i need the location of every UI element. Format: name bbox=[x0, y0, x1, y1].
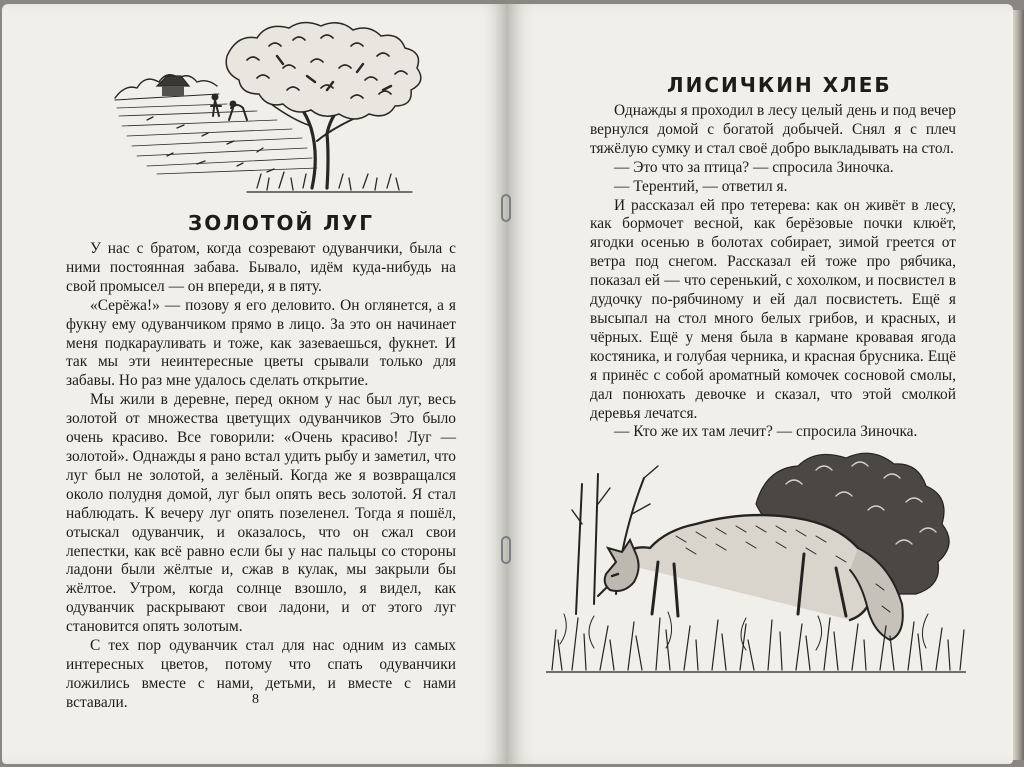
page-number: 8 bbox=[252, 692, 259, 707]
story-text bbox=[66, 240, 456, 713]
staple-top bbox=[501, 194, 511, 222]
paragraph: — Это что за птица? — спросила Зиночка. bbox=[614, 158, 894, 176]
paragraph: Мы жили в деревне, перед окном у нас был луг, весь золотой от множества цветущих одуванчиков Это было очень красиво. Все говорили: «Очень красиво! Луг — золотой». Однажды я рано встал удить рыбу и заметил, что луг был не золотой, а зелёный. Когда же я возвращался около полудня домой, луг был опять весь золотой. Я стал наблюдать. К вечеру луг опять позеленел. Тогда я пошёл, отыскал одуванчик, и оказалось, что он сжал свои лепестки, как всё равно если бы у нас пальцы со стороны ладони были жёлтые и, сжав в кулак, мы закрыли бы жёлтое. Утром, когда солнце взошло, я видел, как одуванчик раскрывают свои ладони, и от этого луг становится опять золотым. bbox=[66, 391, 456, 636]
page-title: ЛИСИЧКИН ХЛЕБ bbox=[667, 73, 892, 97]
fox-in-grass-illustration bbox=[546, 444, 966, 676]
paragraph: И рассказал ей про тетерева: как он живёт в лесу, как бормочет весной, как берёзовые почки клюёт, ягодки осенью в болотах собирает, зимой греется от ветра под снегом. Рассказал ей тоже про рябчика, показал ей — что серенький, с хохолком, и посвистел в дудочку по-рябчиному и ей дал посвистеть. Ещё я высыпал на стол много белых грибов, и красных, и чёрных. Ещё у меня была в кармане кровавая ягода костяника, и голубая черника, и красная брусника. Ещё я принёс с собой ароматный комочек сосновой смолы, дал понюхать девочке и сказал, что этой смолкой деревья лечатся. bbox=[590, 196, 956, 422]
story-text bbox=[590, 102, 956, 442]
paragraph: Однажды я проходил в лесу целый день и под вечер вернулся домой с богатой добычей. Снял я с плеч тяжёлую сумку и стал своё добро выкладывать на стол. bbox=[590, 102, 956, 157]
paragraph: — Терентий, — ответил я. bbox=[614, 177, 788, 195]
meadow-with-tree-illustration bbox=[107, 16, 432, 198]
left-page bbox=[2, 4, 508, 764]
paragraph: У нас с братом, когда созревают одуванчики, была с ними постоянная забава. Бывало, идём куда-нибудь на свой промысел — он впереди, я в пяту. bbox=[66, 240, 456, 295]
paragraph: «Серёжа!» — позову я его деловито. Он оглянется, а я фукну ему одуванчиком прямо в лицо. За это он начинает меня подкарауливать и тоже, как зазеваешься, фукнет. И так мы эти неинтересные цветы срывали только для забавы. Но раз мне удалось сделать открытие. bbox=[66, 296, 456, 390]
staple-bottom bbox=[501, 536, 511, 564]
page-title: ЗОЛОТОЙ ЛУГ bbox=[188, 211, 374, 235]
page-edge bbox=[1013, 10, 1024, 760]
right-page bbox=[508, 4, 1013, 764]
paragraph: С тех пор одуванчик стал для нас одним из самых интересных цветов, потому что спать одуванчики ложились вместе с нами, детьми, и вместе с нами вставали. bbox=[66, 637, 456, 711]
paragraph: — Кто же их там лечит? — спросила Зиночка. bbox=[614, 423, 918, 441]
